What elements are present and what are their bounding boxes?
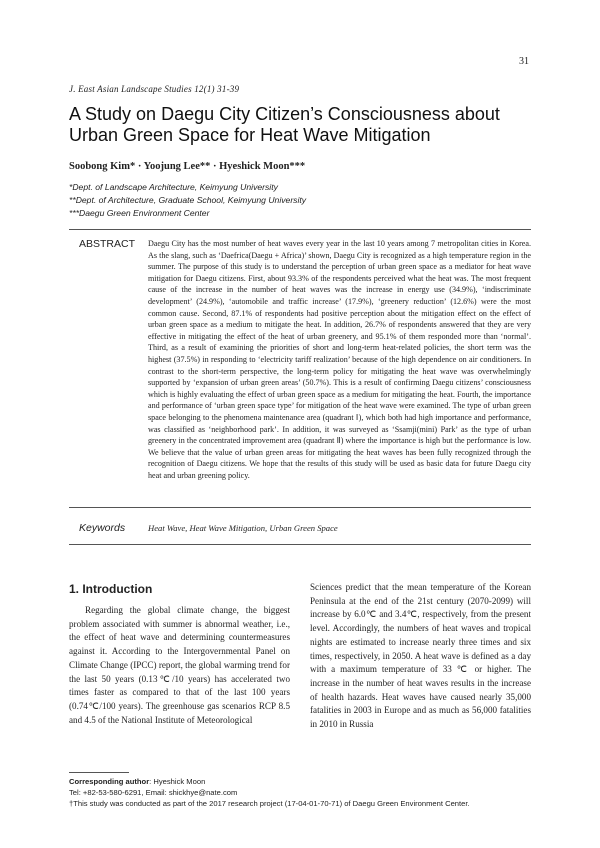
affiliation-2: **Dept. of Architecture, Graduate School, Keimyung University [69,195,307,205]
author-list: Soobong Kim* · Yoojung Lee** · Hyeshick Moon*** [69,161,306,172]
intro-left-column: Regarding the global climate change, the biggest problem associated with summer is abnormal weather, i.e., the effect of heat wave and determining countermeasures against it. According to the Intergovernmental Panel on Climate Change (IPCC) report, the global warming trend for the last 50 years (0.13℃/10 years) has accelerated two times faster as compared to that of the last 100 years (0.74℃/100 years). The greenhouse gas scenarios RCP 8.5 and 4.5 of the National Institute of Meteorological [69,605,290,725]
keywords-top-rule [69,507,531,508]
affiliation-1: *Dept. of Landscape Architecture, Keimyung University [69,182,278,192]
journal-citation: J. East Asian Landscape Studies 12(1) 31-39 [69,84,240,94]
contact-note: Tel: +82-53-580-6291, Email: shickhye@nate.com [69,788,238,797]
footnote-rule [69,772,129,773]
paper-title: A Study on Daegu City Citizen’s Consciousness about Urban Green Space for Heat Wave Mitigation [69,104,500,145]
corresponding-author-label: Corresponding author [69,777,150,786]
affiliation-3: ***Daegu Green Environment Center [69,208,210,218]
abstract-top-rule [69,229,531,230]
section-heading-introduction: 1. Introduction [69,582,153,596]
keywords-text: Heat Wave, Heat Wave Mitigation, Urban Green Space [148,523,338,533]
abstract-label: ABSTRACT [79,238,136,250]
page-number: 31 [519,56,529,67]
keywords-bottom-rule [69,544,531,545]
affiliations [69,181,306,220]
intro-right-column: Sciences predict that the mean temperature of the Korean Peninsula at the end of the 21st century (2070-2099) will increase by 6.0℃ and 3.4℃, respectively, from the present level. Accordingly, the numbers of heat waves and tropical nights are estimated to increase nearly three times and six times, respectively, in 2050. A heat wave is defined as a day with a maximum temperature of 33 ℃ or higher. The increase in the number of heat waves results in the increase of health hazards. Heat waves have caused nearly 35,000 fatalities in 2003 in Europe and as much as 56,000 fatalities in 2010 in Russia [310,582,531,730]
abstract-text: Daegu City has the most number of heat waves every year in the last 10 years among 7 metropolitan cities in Korea. As the slang, such as ‘Daefrica(Daegu + Africa)’ shown, Daegu City is recognized as a high temperature region in the summer. The purpose of this study is to understand the perception of urban green space as a mediator for heat wave mitigation for Daegu citizens. First, about 93.3% of the respondents perceived what the heat was. The most frequent cause of the increase in the number of heat waves was the increase in energy use (34.9%), ‘indiscriminate development’ (24.9%), ‘automobile and traffic increase’ (17.9%), ‘greenery reduction’ (12.6%) were the most common cause. Second, 87.1% of respondents had positive perception about the mitigation effect on the effect of urban green space as a medium to mitigate the heat. In addition, 26.7% of respondents answered that they are very effective in mitigating the effect of the heat of urban greenery, and 95.1% of them responded more than ‘normal’. Third, as a result of examining the priorities of short and long-term heat-related policies, the short term was the highest (37.5%) in responding to ‘electricity tariff realization’ because of the high dependence on air conditioners. In contrast to the short-term perspective, the long-term policy for mitigating the heat wave was overwhelmingly supported by ‘expansion of urban green areas’ (50.7%). This is a result of confirming Daegu citizens’ consciousness which is highly evaluating the effect of urban green space as a medium for mitigating the heat. Fourth, the importance and performance of ‘urban green space type’ for mitigation of the heat wave were examined. The type of urban green space belonging to the phenomena maintenance area (quadrant Ⅰ), which both had high importance and performance, was classified as ‘neighborhood park’. In addition, it was surveyed as ‘Ssamji(mini) Park’ as the type of urban greenery in the concentrated improvement area (quadrant Ⅱ) where the importance is high but the performance is low. We believe that the value of urban green areas for mitigating the heat waves has been fully recognized through the recognition of Daegu citizens. We hope that the results of this study will be used as basic data for future Daegu city heat and urban greening policy. [148,239,531,480]
funding-note: †This study was conducted as part of the 2017 research project (17-04-01-70-71) of Daegu Green Environment Center. [69,799,470,808]
corresponding-author-name: : Hyeshick Moon [149,777,206,786]
keywords-label: Keywords [79,522,126,534]
corresponding-author-note [69,776,205,787]
